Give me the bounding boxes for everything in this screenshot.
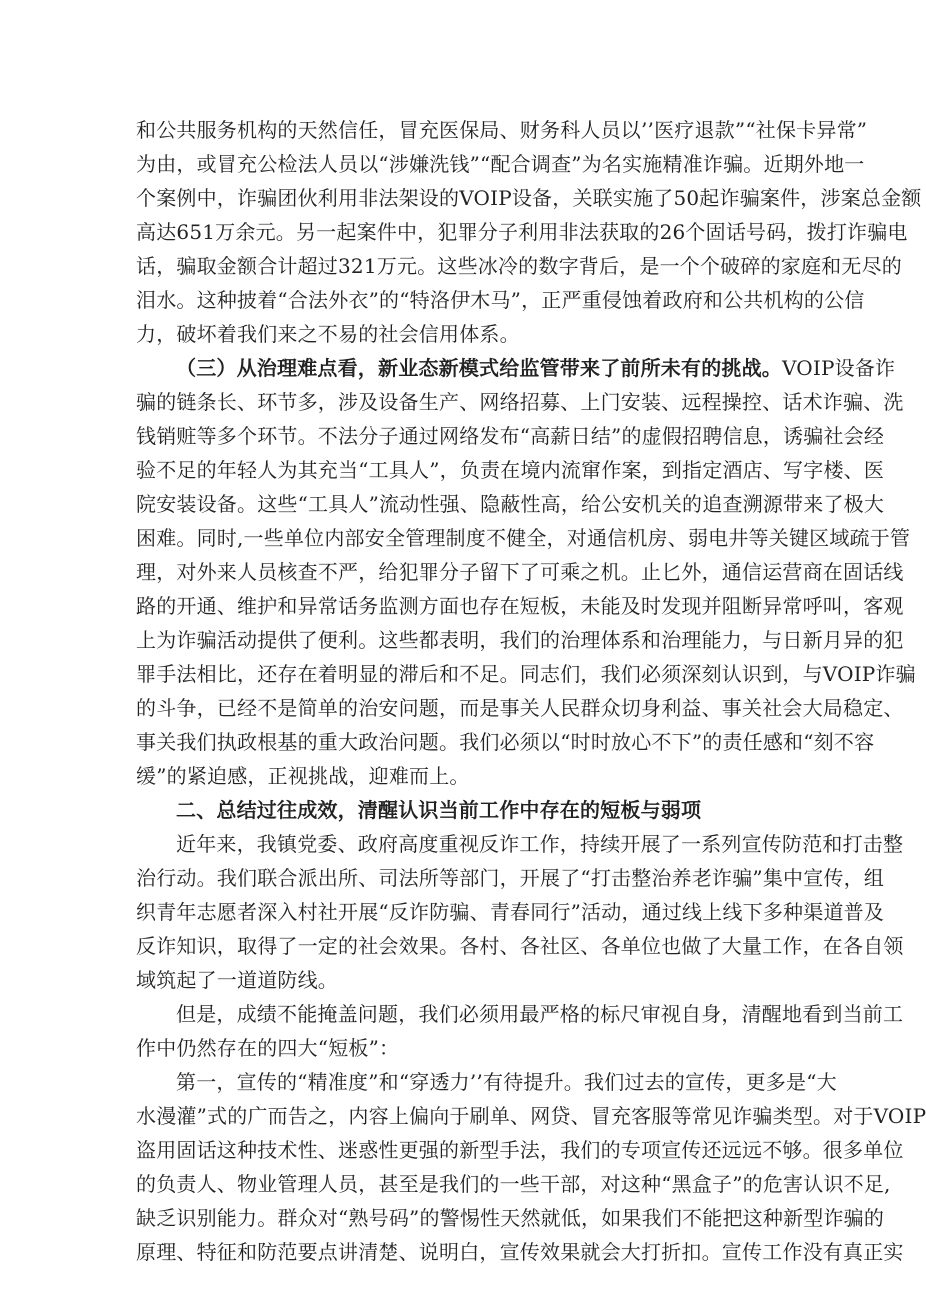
text-line: 近年来，我镇党委、政府高度重视反诈工作，持续开展了一系列宣传防范和打击整: [176, 832, 904, 856]
text-line: 力，破坏着我们来之不易的社会信用体系。: [136, 322, 520, 346]
text-span: VOIP设备诈: [782, 356, 896, 380]
text-line: 治行动。我们联合派出所、司法所等部门，开展了“打击整治养老诈骗”集中宣传，组: [136, 866, 885, 890]
subsection-heading-line: [176, 353, 896, 383]
text-line: 院安装设备。这些“工具人”流动性强、隐蔽性高，给公安机关的追查溯源带来了极大: [136, 492, 885, 516]
text-line: 但是，成绩不能掩盖问题，我们必须用最严格的标尺审视自身，清醒地看到当前工: [176, 1002, 904, 1026]
text-line: 盗用固话这种技术性、迷惑性更强的新型手法，我们的专项宣传还远远不够。很多单位: [136, 1138, 904, 1162]
text-line: 上为诈骗活动提供了便利。这些都表明，我们的治理体系和治理能力，与日新月异的犯: [136, 628, 904, 652]
text-line: 困难。同时,一些单位内部安全管理制度不健全，对通信机房、弱电井等关键区域疏于管: [136, 526, 911, 550]
section-heading: 二、总结过往成效，清醒认识当前工作中存在的短板与弱项: [176, 798, 702, 822]
text-line: 骗的链条长、环节多，涉及设备生产、网络招募、上门安装、远程操控、话术诈骗、洗: [136, 390, 904, 414]
text-line: 水漫灌”式的广而告之，内容上偏向于刷单、网贷、冒充客服等常见诈骗类型。对于VOIP: [136, 1104, 926, 1128]
text-line: 织青年志愿者深入村社开展“反诈防骗、青春同行”活动，通过线上线下多种渠道普及: [136, 900, 885, 924]
text-line: 的斗争，已经不是简单的治安问题，而是事关人民群众切身利益、事关社会大局稳定、: [136, 696, 904, 720]
text-line: 个案例中，诈骗团伙利用非法架设的VOIP设备，关联实施了50起诈骗案件，涉案总金额: [136, 186, 922, 210]
text-line: 原理、特征和防范要点讲清楚、说明白，宣传效果就会大打折扣。宣传工作没有真正实: [136, 1240, 904, 1264]
text-line: 路的开通、维护和异常话务监测方面也存在短板，未能及时发现并阻断异常呼叫，客观: [136, 594, 904, 618]
text-line: 第一，宣传的“精准度”和“穿透力’’有待提升。我们过去的宣传，更多是“大: [176, 1070, 837, 1094]
text-line: 的负责人、物业管理人员，甚至是我们的一些干部，对这种“黑盒子”的危害认识不足,: [136, 1172, 891, 1196]
text-line: 事关我们执政根基的重大政治问题。我们必须以“时时放心不下”的责任感和“刻不容: [136, 730, 875, 754]
text-line: 泪水。这种披着“合法外衣”的“特洛伊木马”，正严重侵蚀着政府和公共机构的公信: [136, 288, 865, 312]
text-line: 域筑起了一道道防线。: [136, 968, 338, 992]
text-line: 验不足的年轻人为其充当“工具人”，负责在境内流窜作案，到指定酒店、写字楼、医: [136, 458, 885, 482]
text-line: 理，对外来人员核查不严，给犯罪分子留下了可乘之机。止匕外，通信运营商在固话线: [136, 560, 904, 584]
text-line: 缺乏识别能力。群众对“熟号码”的警惕性天然就低，如果我们不能把这种新型诈骗的: [136, 1206, 885, 1230]
text-line: 作中仍然存在的四大“短板”：: [136, 1036, 400, 1060]
text-line: 缓”的紧迫感，正视挑战，迎难而上。: [136, 764, 470, 788]
text-line: 反诈知识，取得了一定的社会效果。各村、各社区、各单位也做了大量工作，在各自领: [136, 934, 904, 958]
text-line: 为由，或冒充公检法人员以“涉嫌洗钱”“配合调查”为名实施精准诈骗。近期外地一: [136, 152, 865, 176]
subsection-heading: （三）从治理难点看，新业态新模式给监管带来了前所未有的挑战。: [176, 356, 782, 380]
text-line: 罪手法相比，还存在着明显的滞后和不足。同志们，我们必须深刻认识到，与VOIP诈骗: [136, 662, 916, 686]
text-line: 和公共服务机构的天然信任，冒充医保局、财务科人员以’’医疗退款”“社保卡异常”: [136, 118, 868, 142]
text-line: 高达651万余元。另一起案件中，犯罪分子利用非法获取的26个固话号码，拨打诈骗电: [136, 220, 908, 244]
text-line: 话，骗取金额合计超过321万元。这些冰冷的数字背后，是一个个破碎的家庭和无尽的: [136, 254, 902, 278]
text-line: 钱销赃等多个环节。不法分子通过网络发布“高薪日结”的虚假招聘信息，诱骗社会经: [136, 424, 885, 448]
